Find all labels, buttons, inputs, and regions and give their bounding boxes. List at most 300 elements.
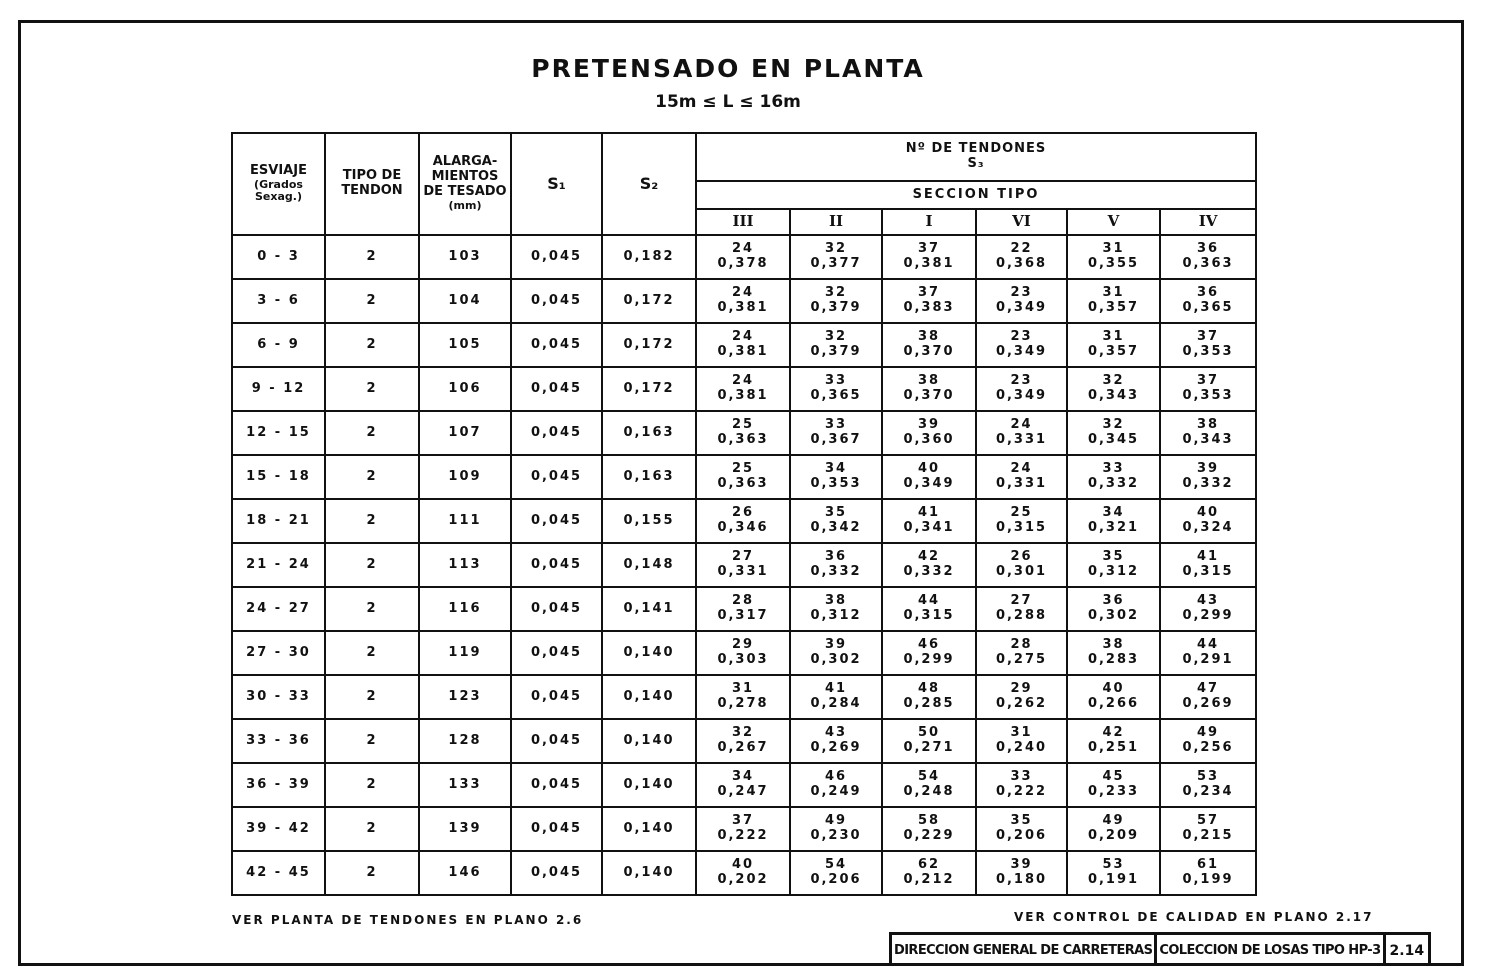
table-row xyxy=(232,411,1256,455)
tendon-count: 22 xyxy=(1010,241,1033,257)
cell-section-iii xyxy=(696,455,790,499)
cell-section-ii xyxy=(790,499,882,543)
table-header xyxy=(232,133,1256,235)
cell-tipo: 2 xyxy=(325,411,419,455)
tendon-count: 62 xyxy=(917,857,941,873)
tendon-ratio: 0,381 xyxy=(717,388,769,403)
cell-s2: 0,140 xyxy=(602,719,696,763)
header-alargamientos xyxy=(419,133,511,235)
tendon-ratio: 0,331 xyxy=(995,432,1048,447)
tendon-count: 36 xyxy=(1102,593,1125,609)
cell-s2: 0,141 xyxy=(602,587,696,631)
cell-section-vi xyxy=(976,851,1067,895)
tendon-ratio: 0,324 xyxy=(1182,520,1234,535)
header-alargamientos-label: ALARGA- MIENTOS DE TESADO xyxy=(423,154,507,200)
tendon-count: 31 xyxy=(1102,241,1125,257)
tendon-ratio: 0,379 xyxy=(810,344,862,359)
tendon-ratio: 0,370 xyxy=(903,388,955,403)
cell-s1: 0,045 xyxy=(511,411,602,455)
cell-section-iii xyxy=(696,763,790,807)
cell-section-i xyxy=(882,807,976,851)
tendon-count: 49 xyxy=(824,813,848,829)
tendon-ratio: 0,379 xyxy=(810,300,862,315)
cell-section-v xyxy=(1067,543,1160,587)
tendon-count: 33 xyxy=(824,373,848,389)
cell-s1: 0,045 xyxy=(511,719,602,763)
tendon-count: 31 xyxy=(1010,725,1033,741)
tendon-count: 38 xyxy=(824,593,848,609)
tendon-ratio: 0,230 xyxy=(810,828,862,843)
tendon-count: 39 xyxy=(917,417,941,433)
cell-alarg: 146 xyxy=(419,851,511,895)
cell-section-iii xyxy=(696,807,790,851)
tendon-ratio: 0,368 xyxy=(995,256,1048,271)
tendon-ratio: 0,312 xyxy=(1087,564,1140,579)
cell-section-vi xyxy=(976,587,1067,631)
cell-esviaje: 33 - 36 xyxy=(232,719,325,763)
tendon-ratio: 0,365 xyxy=(1182,300,1234,315)
header-esviaje xyxy=(232,133,325,235)
tendon-count: 34 xyxy=(824,461,848,477)
section-header-iii: III xyxy=(696,209,790,235)
tendon-count: 28 xyxy=(731,593,755,609)
tendon-count: 42 xyxy=(917,549,941,565)
cell-section-vi xyxy=(976,235,1067,279)
cell-section-ii xyxy=(790,543,882,587)
tendon-count: 57 xyxy=(1196,813,1220,829)
cell-section-iii xyxy=(696,499,790,543)
tendon-ratio: 0,299 xyxy=(1182,608,1234,623)
tendon-ratio: 0,288 xyxy=(995,608,1048,623)
cell-section-vi xyxy=(976,499,1067,543)
cell-section-iv xyxy=(1160,411,1256,455)
cell-section-iv xyxy=(1160,543,1256,587)
cell-alarg: 133 xyxy=(419,763,511,807)
tendon-count: 42 xyxy=(1102,725,1125,741)
tendon-ratio: 0,278 xyxy=(717,696,769,711)
tendon-ratio: 0,331 xyxy=(995,476,1048,491)
tendon-ratio: 0,212 xyxy=(903,872,955,887)
cell-section-ii xyxy=(790,323,882,367)
cell-section-v xyxy=(1067,455,1160,499)
tendon-ratio: 0,271 xyxy=(903,740,955,755)
header-n-tendones xyxy=(696,133,1256,181)
cell-esviaje: 0 - 3 xyxy=(232,235,325,279)
tendon-count: 23 xyxy=(1010,329,1033,345)
cell-section-iv xyxy=(1160,675,1256,719)
cell-s1: 0,045 xyxy=(511,807,602,851)
tendon-count: 46 xyxy=(917,637,941,653)
cell-esviaje: 18 - 21 xyxy=(232,499,325,543)
tendon-ratio: 0,349 xyxy=(995,344,1048,359)
cell-section-iii xyxy=(696,631,790,675)
tendon-count: 34 xyxy=(1102,505,1125,521)
header-s3: S₃ xyxy=(967,156,985,171)
tendon-ratio: 0,363 xyxy=(717,476,769,491)
header-esviaje-label: ESVIAJE xyxy=(250,162,307,178)
cell-s2: 0,172 xyxy=(602,323,696,367)
tendon-ratio: 0,248 xyxy=(903,784,955,799)
tendon-ratio: 0,199 xyxy=(1182,872,1234,887)
tendon-ratio: 0,256 xyxy=(1182,740,1234,755)
table-row xyxy=(232,323,1256,367)
cell-alarg: 113 xyxy=(419,543,511,587)
cell-tipo: 2 xyxy=(325,323,419,367)
cell-s1: 0,045 xyxy=(511,455,602,499)
cell-s2: 0,148 xyxy=(602,543,696,587)
cell-section-v xyxy=(1067,763,1160,807)
cell-section-vi xyxy=(976,763,1067,807)
cell-s1: 0,045 xyxy=(511,543,602,587)
cell-section-v xyxy=(1067,631,1160,675)
table-row xyxy=(232,543,1256,587)
tendon-ratio: 0,209 xyxy=(1087,828,1140,843)
cell-esviaje: 3 - 6 xyxy=(232,279,325,323)
cell-section-i xyxy=(882,499,976,543)
tendon-count: 38 xyxy=(917,329,941,345)
tendon-count: 36 xyxy=(1196,285,1220,301)
table-row xyxy=(232,279,1256,323)
cell-section-vi xyxy=(976,631,1067,675)
tendon-count: 28 xyxy=(1010,637,1033,653)
table-row xyxy=(232,499,1256,543)
tendon-count: 49 xyxy=(1196,725,1220,741)
cell-s1: 0,045 xyxy=(511,323,602,367)
cell-section-vi xyxy=(976,323,1067,367)
tendon-count: 40 xyxy=(917,461,941,477)
cell-s2: 0,140 xyxy=(602,763,696,807)
cell-s2: 0,155 xyxy=(602,499,696,543)
tendon-count: 31 xyxy=(1102,329,1125,345)
tendon-ratio: 0,240 xyxy=(995,740,1048,755)
table-row xyxy=(232,455,1256,499)
tendon-ratio: 0,332 xyxy=(810,564,862,579)
tendon-count: 31 xyxy=(1102,285,1125,301)
tendon-count: 35 xyxy=(824,505,848,521)
cell-section-iii xyxy=(696,851,790,895)
tendon-ratio: 0,381 xyxy=(717,344,769,359)
cell-section-i xyxy=(882,455,976,499)
table-body xyxy=(232,235,1256,895)
tendon-count: 41 xyxy=(1196,549,1220,565)
tendon-count: 24 xyxy=(731,241,755,257)
tendon-ratio: 0,332 xyxy=(1182,476,1234,491)
tendon-ratio: 0,321 xyxy=(1087,520,1140,535)
cell-section-iii xyxy=(696,323,790,367)
tendon-ratio: 0,299 xyxy=(903,652,955,667)
cell-section-iii xyxy=(696,411,790,455)
tendon-ratio: 0,269 xyxy=(810,740,862,755)
cell-s1: 0,045 xyxy=(511,367,602,411)
tendon-count: 44 xyxy=(1196,637,1220,653)
cell-alarg: 111 xyxy=(419,499,511,543)
cell-alarg: 106 xyxy=(419,367,511,411)
cell-section-vi xyxy=(976,807,1067,851)
cell-s1: 0,045 xyxy=(511,851,602,895)
tendon-ratio: 0,317 xyxy=(717,608,769,623)
tendon-ratio: 0,353 xyxy=(810,476,862,491)
cell-section-v xyxy=(1067,851,1160,895)
tendon-count: 24 xyxy=(731,373,755,389)
section-header-i: I xyxy=(882,209,976,235)
cell-section-ii xyxy=(790,719,882,763)
tendon-ratio: 0,291 xyxy=(1182,652,1234,667)
cell-tipo: 2 xyxy=(325,675,419,719)
table-row xyxy=(232,807,1256,851)
cell-section-v xyxy=(1067,675,1160,719)
tendon-count: 54 xyxy=(917,769,941,785)
cell-section-ii xyxy=(790,411,882,455)
tendon-count: 26 xyxy=(1010,549,1033,565)
title-block xyxy=(889,932,1431,966)
cell-section-ii xyxy=(790,367,882,411)
cell-esviaje: 15 - 18 xyxy=(232,455,325,499)
titleblock-org: DIRECCION GENERAL DE CARRETERAS xyxy=(892,935,1157,966)
page-subtitle: 15m ≤ L ≤ 16m xyxy=(655,92,801,112)
tendon-count: 44 xyxy=(917,593,941,609)
tendon-ratio: 0,343 xyxy=(1087,388,1140,403)
cell-tipo: 2 xyxy=(325,631,419,675)
tendon-ratio: 0,266 xyxy=(1087,696,1140,711)
cell-tipo: 2 xyxy=(325,499,419,543)
tendon-count: 61 xyxy=(1196,857,1220,873)
cell-s1: 0,045 xyxy=(511,587,602,631)
cell-section-i xyxy=(882,279,976,323)
cell-esviaje: 9 - 12 xyxy=(232,367,325,411)
cell-section-v xyxy=(1067,807,1160,851)
tendon-ratio: 0,378 xyxy=(717,256,769,271)
cell-section-ii xyxy=(790,675,882,719)
tendon-count: 33 xyxy=(824,417,848,433)
tendon-ratio: 0,353 xyxy=(1182,388,1234,403)
cell-s2: 0,140 xyxy=(602,675,696,719)
tendon-count: 38 xyxy=(917,373,941,389)
tendon-ratio: 0,357 xyxy=(1087,300,1140,315)
cell-s1: 0,045 xyxy=(511,279,602,323)
table-row xyxy=(232,631,1256,675)
cell-section-v xyxy=(1067,323,1160,367)
cell-alarg: 104 xyxy=(419,279,511,323)
table-row xyxy=(232,587,1256,631)
tendon-ratio: 0,247 xyxy=(717,784,769,799)
tendon-count: 32 xyxy=(824,329,848,345)
tendon-ratio: 0,365 xyxy=(810,388,862,403)
tendon-ratio: 0,383 xyxy=(903,300,955,315)
tendon-count: 33 xyxy=(1102,461,1125,477)
tendon-count: 45 xyxy=(1102,769,1125,785)
cell-section-i xyxy=(882,675,976,719)
cell-tipo: 2 xyxy=(325,763,419,807)
cell-tipo: 2 xyxy=(325,851,419,895)
tendon-ratio: 0,343 xyxy=(1182,432,1234,447)
tendon-ratio: 0,381 xyxy=(903,256,955,271)
tendon-ratio: 0,267 xyxy=(717,740,769,755)
cell-section-iii xyxy=(696,719,790,763)
cell-section-iv xyxy=(1160,499,1256,543)
cell-section-i xyxy=(882,851,976,895)
cell-section-iii xyxy=(696,235,790,279)
cell-section-i xyxy=(882,543,976,587)
tendon-ratio: 0,202 xyxy=(717,872,769,887)
cell-esviaje: 24 - 27 xyxy=(232,587,325,631)
cell-section-vi xyxy=(976,367,1067,411)
tendon-count: 58 xyxy=(917,813,941,829)
tendon-count: 23 xyxy=(1010,373,1033,389)
tendon-count: 27 xyxy=(1010,593,1033,609)
tendon-count: 39 xyxy=(824,637,848,653)
cell-section-i xyxy=(882,631,976,675)
section-header-iv: IV xyxy=(1160,209,1256,235)
tendon-ratio: 0,269 xyxy=(1182,696,1234,711)
cell-section-i xyxy=(882,763,976,807)
cell-section-iii xyxy=(696,675,790,719)
cell-section-v xyxy=(1067,367,1160,411)
tendon-count: 26 xyxy=(731,505,755,521)
tendon-count: 53 xyxy=(1102,857,1125,873)
tendon-count: 43 xyxy=(1196,593,1220,609)
cell-section-iv xyxy=(1160,323,1256,367)
tendon-count: 37 xyxy=(1196,373,1220,389)
cell-section-ii xyxy=(790,807,882,851)
tendon-ratio: 0,346 xyxy=(717,520,769,535)
tendon-count: 37 xyxy=(1196,329,1220,345)
titleblock-sheet: 2.14 xyxy=(1389,942,1425,959)
section-header-vi: VI xyxy=(976,209,1067,235)
tendon-count: 27 xyxy=(731,549,755,565)
cell-section-ii xyxy=(790,763,882,807)
cell-section-v xyxy=(1067,235,1160,279)
cell-esviaje: 42 - 45 xyxy=(232,851,325,895)
cell-s2: 0,163 xyxy=(602,455,696,499)
tendon-count: 24 xyxy=(731,285,755,301)
tendon-ratio: 0,332 xyxy=(903,564,955,579)
cell-alarg: 128 xyxy=(419,719,511,763)
tendon-ratio: 0,229 xyxy=(903,828,955,843)
tendon-ratio: 0,349 xyxy=(903,476,955,491)
tendon-ratio: 0,283 xyxy=(1087,652,1140,667)
tendon-ratio: 0,353 xyxy=(1182,344,1234,359)
tendon-ratio: 0,234 xyxy=(1182,784,1234,799)
tendon-ratio: 0,312 xyxy=(810,608,862,623)
cell-tipo: 2 xyxy=(325,279,419,323)
tendon-ratio: 0,302 xyxy=(1087,608,1140,623)
cell-tipo: 2 xyxy=(325,235,419,279)
cell-s1: 0,045 xyxy=(511,763,602,807)
cell-alarg: 119 xyxy=(419,631,511,675)
tendon-ratio: 0,301 xyxy=(995,564,1048,579)
cell-section-i xyxy=(882,235,976,279)
tendon-ratio: 0,377 xyxy=(810,256,862,271)
cell-section-vi xyxy=(976,455,1067,499)
section-header-ii: II xyxy=(790,209,882,235)
titleblock-collection: COLECCION DE LOSAS TIPO HP-3 xyxy=(1157,935,1385,966)
cell-section-iv xyxy=(1160,587,1256,631)
table-row xyxy=(232,235,1256,279)
tendon-count: 31 xyxy=(731,681,755,697)
tendon-count: 38 xyxy=(1196,417,1220,433)
tendon-ratio: 0,341 xyxy=(903,520,955,535)
cell-section-iii xyxy=(696,587,790,631)
cell-esviaje: 30 - 33 xyxy=(232,675,325,719)
cell-esviaje: 12 - 15 xyxy=(232,411,325,455)
cell-esviaje: 21 - 24 xyxy=(232,543,325,587)
section-header-v: V xyxy=(1067,209,1160,235)
tendon-ratio: 0,191 xyxy=(1087,872,1140,887)
cell-alarg: 139 xyxy=(419,807,511,851)
tendon-ratio: 0,249 xyxy=(810,784,862,799)
cell-section-i xyxy=(882,367,976,411)
cell-alarg: 103 xyxy=(419,235,511,279)
tendon-count: 29 xyxy=(731,637,755,653)
cell-section-iii xyxy=(696,367,790,411)
cell-section-vi xyxy=(976,675,1067,719)
header-s2: S₂ xyxy=(602,133,696,235)
tendon-count: 43 xyxy=(824,725,848,741)
header-n-tendones-label: Nº DE TENDONES xyxy=(905,141,1047,157)
tendon-count: 49 xyxy=(1102,813,1125,829)
tendon-ratio: 0,363 xyxy=(717,432,769,447)
tendon-ratio: 0,315 xyxy=(903,608,955,623)
cell-section-vi xyxy=(976,279,1067,323)
tendon-ratio: 0,370 xyxy=(903,344,955,359)
tendon-ratio: 0,363 xyxy=(1182,256,1234,271)
table-row xyxy=(232,763,1256,807)
cell-section-iv xyxy=(1160,455,1256,499)
cell-section-vi xyxy=(976,543,1067,587)
cell-s1: 0,045 xyxy=(511,235,602,279)
tendon-count: 23 xyxy=(1010,285,1033,301)
tendon-count: 37 xyxy=(917,241,941,257)
tendon-ratio: 0,275 xyxy=(995,652,1048,667)
cell-alarg: 116 xyxy=(419,587,511,631)
tendon-ratio: 0,303 xyxy=(717,652,769,667)
header-alargamientos-unit: (mm) xyxy=(448,199,482,213)
header-seccion-tipo: SECCION TIPO xyxy=(696,181,1256,209)
cell-section-iv xyxy=(1160,719,1256,763)
tendon-ratio: 0,345 xyxy=(1087,432,1140,447)
tendon-count: 48 xyxy=(917,681,941,697)
tendon-count: 39 xyxy=(1196,461,1220,477)
tendon-count: 24 xyxy=(731,329,755,345)
tendon-ratio: 0,349 xyxy=(995,300,1048,315)
cell-section-iv xyxy=(1160,279,1256,323)
table-row xyxy=(232,675,1256,719)
cell-section-i xyxy=(882,411,976,455)
tendon-count: 41 xyxy=(824,681,848,697)
cell-section-ii xyxy=(790,235,882,279)
cell-esviaje: 36 - 39 xyxy=(232,763,325,807)
tendon-count: 25 xyxy=(731,417,755,433)
tendon-ratio: 0,233 xyxy=(1087,784,1140,799)
cell-section-iv xyxy=(1160,763,1256,807)
cell-tipo: 2 xyxy=(325,543,419,587)
table-row xyxy=(232,719,1256,763)
cell-section-i xyxy=(882,719,976,763)
cell-esviaje: 39 - 42 xyxy=(232,807,325,851)
tendon-ratio: 0,331 xyxy=(717,564,769,579)
cell-section-vi xyxy=(976,719,1067,763)
cell-alarg: 123 xyxy=(419,675,511,719)
tendon-count: 39 xyxy=(1010,857,1033,873)
tendon-ratio: 0,262 xyxy=(995,696,1048,711)
cell-tipo: 2 xyxy=(325,367,419,411)
cell-section-v xyxy=(1067,587,1160,631)
page-title: PRETENSADO EN PLANTA xyxy=(531,54,925,83)
cell-esviaje: 6 - 9 xyxy=(232,323,325,367)
tendon-count: 29 xyxy=(1010,681,1033,697)
tendon-ratio: 0,215 xyxy=(1182,828,1234,843)
cell-alarg: 105 xyxy=(419,323,511,367)
